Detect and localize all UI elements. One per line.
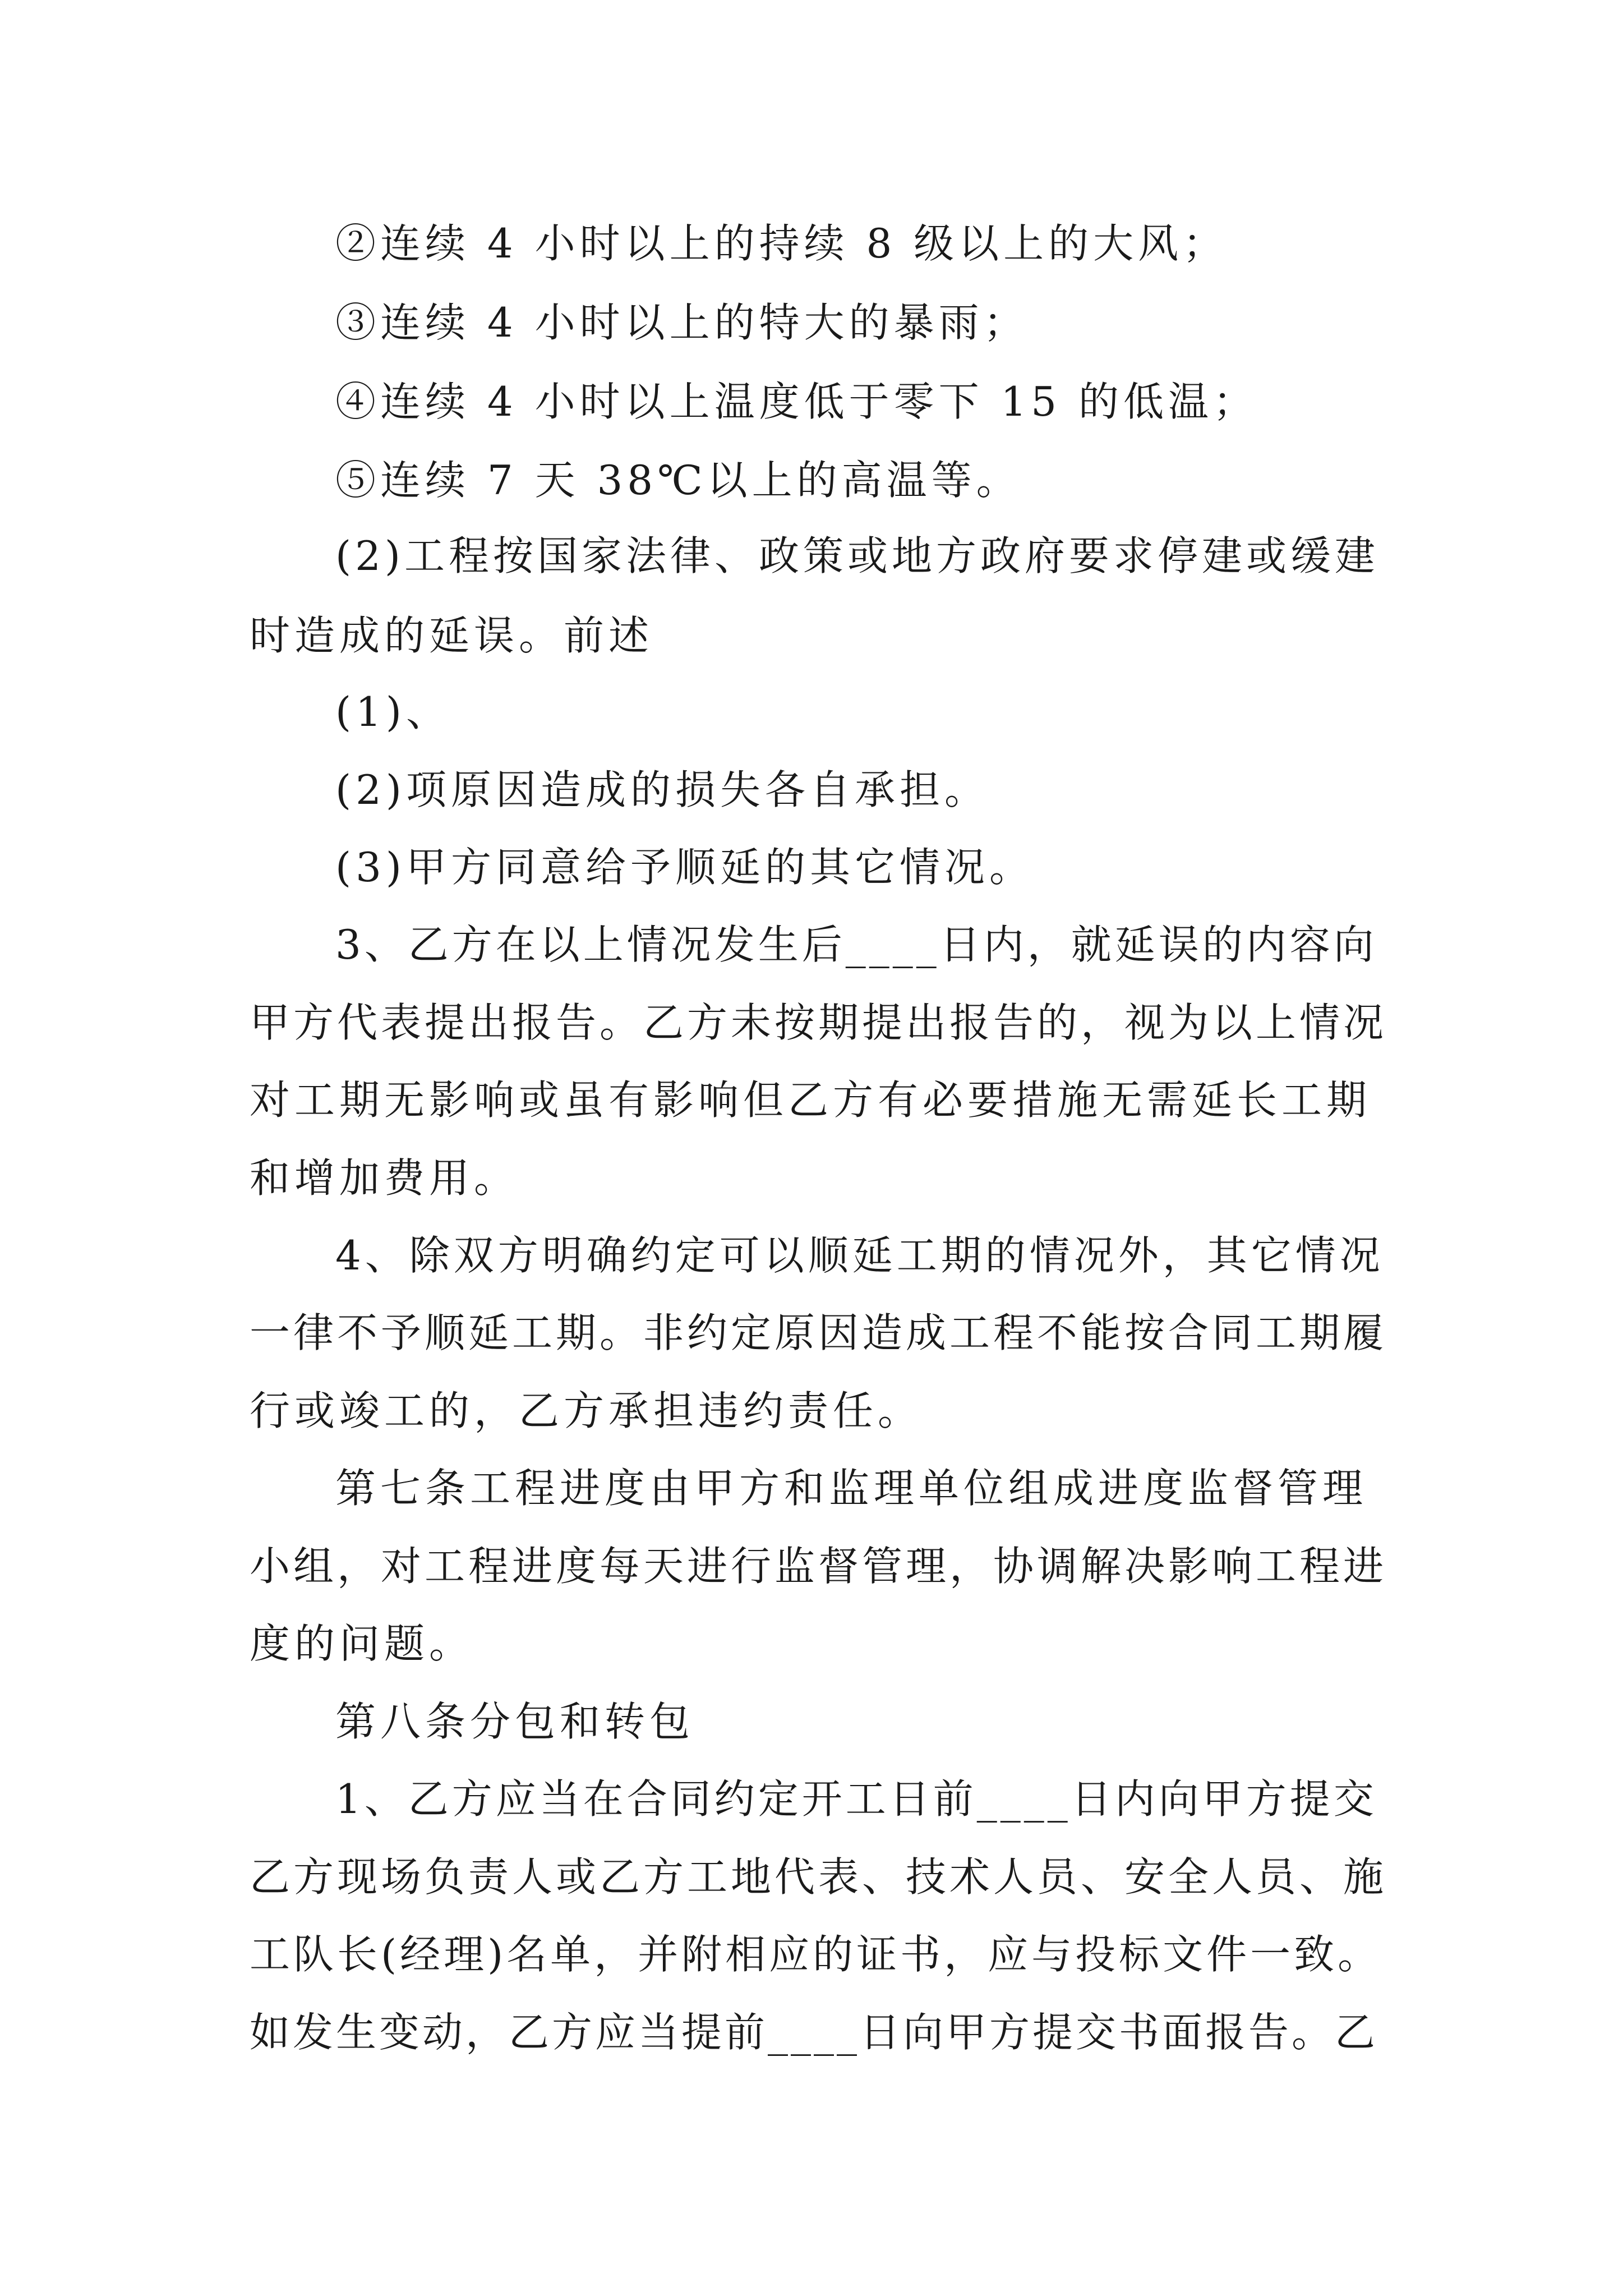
text-line: (2)项原因造成的损失各自承担。 [335, 766, 989, 813]
text-line: 行或竣工的，乙方承担违约责任。 [250, 1387, 923, 1434]
text-line: 第八条分包和转包 [335, 1698, 695, 1745]
text-line: 乙方现场负责人或乙方工地代表、技术人员、安全人员、施 [250, 1853, 1387, 1901]
text-line: 对工期无影响或虽有影响但乙方有必要措施无需延长工期 [250, 1076, 1372, 1124]
text-line: 和增加费用。 [250, 1154, 519, 1202]
text-line: ⑤连续 7 天 38℃以上的高温等。 [335, 457, 1021, 504]
text-line: 1、乙方应当在合同约定开工日前____日内向甲方提交 [335, 1775, 1377, 1823]
text-line: 4、除双方明确约定可以顺延工期的情况外，其它情况 [335, 1232, 1384, 1279]
text-line: 小组，对工程进度每天进行监督管理，协调解决影响工程进 [250, 1543, 1387, 1590]
text-line: 时造成的延误。前述 [250, 612, 654, 659]
text-line: 第七条工程进度由甲方和监理单位组成进度监督管理 [335, 1465, 1368, 1512]
text-line: 度的问题。 [250, 1620, 474, 1667]
text-line: ②连续 4 小时以上的持续 8 级以上的大风； [335, 220, 1228, 267]
text-line: (1)、 [335, 688, 451, 735]
text-line: (3)甲方同意给予顺延的其它情况。 [335, 844, 1034, 891]
text-line: 甲方代表提出报告。乙方未按期提出报告的，视为以上情况 [250, 999, 1387, 1046]
text-line: 工队长(经理)名单，并附相应的证书，应与投标文件一致。 [250, 1931, 1382, 1978]
text-line: 3、乙方在以上情况发生后____日内，就延误的内容向 [335, 921, 1377, 968]
text-line: ③连续 4 小时以上的特大的暴雨； [335, 299, 1029, 346]
text-line: 如发生变动，乙方应当提前____日向甲方提交书面报告。乙 [250, 2009, 1378, 2056]
text-line: (2)工程按国家法律、政策或地方政府要求停建或缓建 [335, 532, 1379, 579]
text-line: ④连续 4 小时以上温度低于零下 15 的低温； [335, 378, 1258, 425]
text-line: 一律不予顺延工期。非约定原因造成工程不能按合同工期履 [250, 1309, 1387, 1356]
